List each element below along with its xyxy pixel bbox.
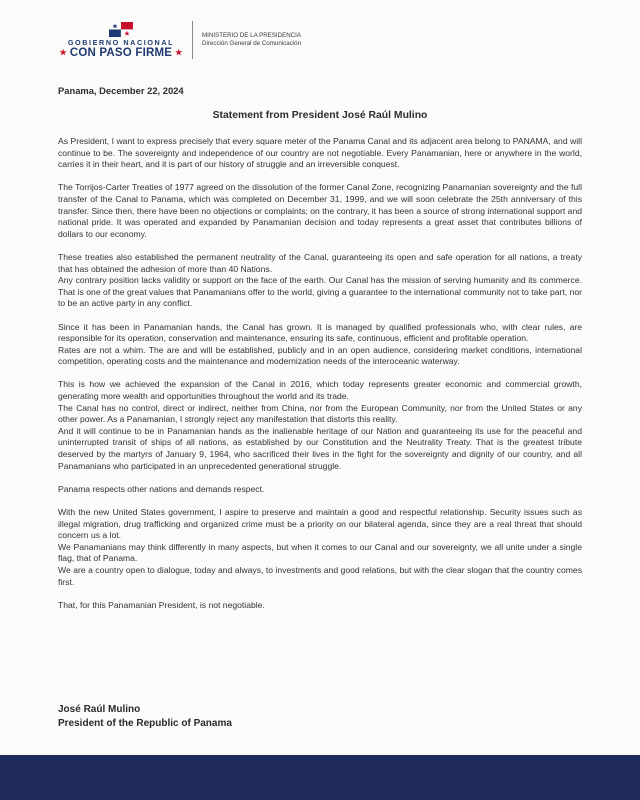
- government-logo: [58, 22, 184, 59]
- paragraph: That, for this Panamanian President, is not negotiable.: [58, 599, 265, 610]
- statement-title: Statement from President José Raúl Mulino: [212, 110, 428, 121]
- statement-body: [58, 136, 582, 611]
- header-divider: [192, 21, 193, 59]
- paragraph: With the new United States government, I aspire to preserve and maintain a good and respectful relationship. Security issues such as illegal migration, drug trafficking and organized crime must be a priority on our bilateral agenda, since they are a real threat that should concern us a lot.: [58, 507, 582, 541]
- letterhead: [58, 18, 301, 62]
- signatory-name: José Raúl Mulino: [58, 704, 141, 715]
- panama-flag-icon: [109, 22, 133, 37]
- paragraph: Since it has been in Panamanian hands, the Canal has grown. It is managed by qualified professionals who, with clear rules, are responsible for its operation, conservation and maintenance, ensuring its safe, continuous, efficient and profitable operation.: [58, 321, 582, 344]
- paragraph: The Canal has no control, direct or indirect, neither from China, nor from the European Community, nor from the United States or any other power. As a Panamanian, I strongly reject any manifestation that distorts this reality.: [58, 402, 582, 425]
- signatory-role: President of the Republic of Panama: [58, 718, 232, 729]
- paragraph: And it will continue to be in Panamanian hands as the inalienable heritage of our Nation and guaranteeing its use for the peaceful and uninterrupted transit of ships of all nations, as established by our Constitution and the Neutrality Treaty. That is the greatest tribute deserved by the martyrs of January 9, 1964, who sacrificed their lives in the fight for the sovereignty and dignity of our country, and all Panamanians who participated in an unprecedented generational struggle.: [58, 425, 582, 471]
- paragraph: We Panamanians may think differently in many aspects, but when it comes to our Canal and our sovereignty, we all unite under a single flag, that of Panama.: [58, 541, 582, 564]
- ministry-block: [202, 32, 301, 48]
- signature-block: [58, 703, 232, 731]
- statement-date: Panama, December 22, 2024: [58, 85, 184, 96]
- paragraph: As President, I want to express precisely that every square meter of the Panama Canal and its adjacent area belong to PANAMA, and will continue to be. The sovereignty and independence of our country are not negotiable. Every Panamanian, here or anywhere in the world, carries it in their heart, and it is part of our history of struggle and an irreversible conquest.: [58, 136, 582, 170]
- ministry-name: MINISTERIO DE LA PRESIDENCIA: [202, 32, 302, 39]
- paragraph: Panama respects other nations and demands respect.: [58, 483, 265, 494]
- logo-top-text: GOBIERNO NACIONAL: [67, 37, 175, 47]
- star-right-icon: ★: [175, 48, 183, 57]
- footer-bar: [0, 755, 640, 800]
- paragraph: These treaties also established the permanent neutrality of the Canal, guaranteeing its open and safe operation for all nations, a treaty that has obtained the adhesion of more than 40 Nations.: [58, 251, 582, 274]
- paragraph: Rates are not a whim. The are and will be established, publicly and in an open audience, considering market conditions, international competition, operating costs and the maintenance and modernization needs of the interoceanic waterway.: [58, 344, 582, 367]
- ministry-department: Dirección General de Comunicación: [202, 40, 302, 47]
- star-left-icon: ★: [59, 48, 67, 57]
- paragraph: We are a country open to dialogue, today and always, to investments and good relations, but with the clear slogan that the country comes first.: [58, 564, 582, 587]
- logo-slogan: CON PASO FIRME: [69, 46, 173, 59]
- logo-main-text: [59, 47, 182, 59]
- paragraph: Any contrary position lacks validity or support on the face of the earth. Our Canal has the mission of serving humanity and its commerce. That is one of the great values that Panamanians offer to the world, giving a guarantee to the international community not to take part, nor to be an active party in any conflict.: [58, 275, 582, 309]
- paragraph: The Torrijos-Carter Treaties of 1977 agreed on the dissolution of the former Canal Zone, recognizing Panamanian sovereignty and the full transfer of the Canal to Panama, which was completed on December 31, 1999, and we will soon celebrate the 25th anniversary of this transfer. Since then, there have been no objections or complaints; on the contrary, it has been a source of strong international support and national pride. It was operated and expanded by Panamanian decision and today represents a great asset that contributes billions of dollars to our economy.: [58, 182, 582, 239]
- paragraph: This is how we achieved the expansion of the Canal in 2016, which today represents greater economic and commercial growth, generating more wealth and opportunities throughout the world and its trade.: [58, 379, 582, 402]
